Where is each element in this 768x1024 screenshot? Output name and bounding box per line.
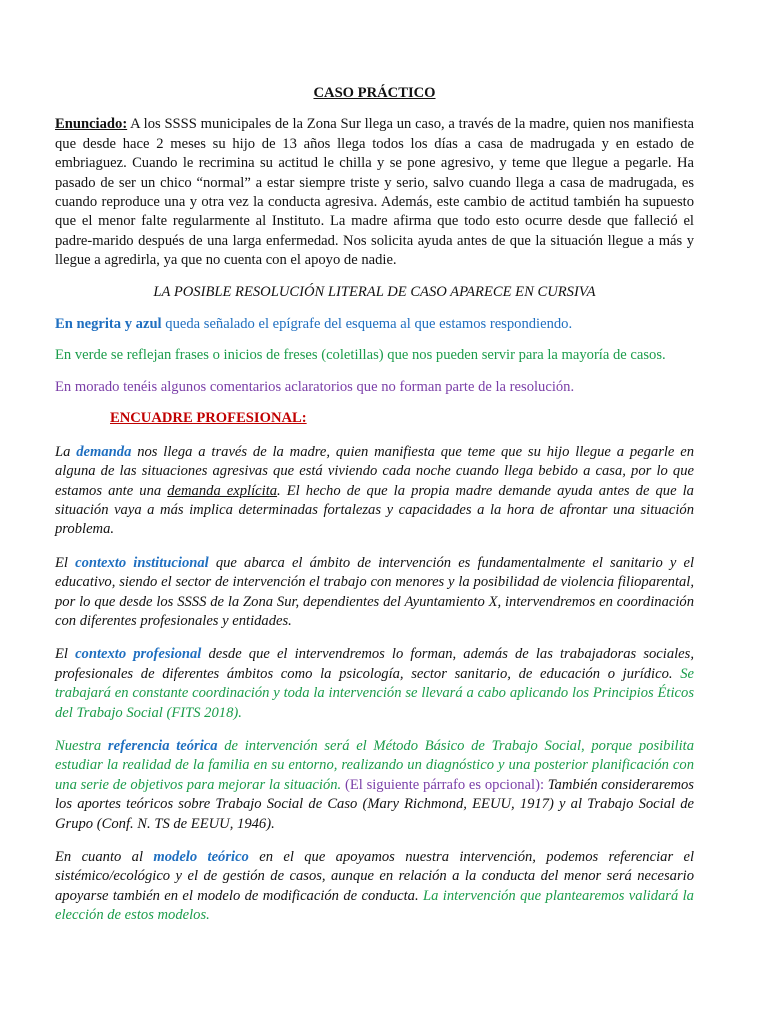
enunciado-text: A los SSSS municipales de la Zona Sur llega un caso, a través de la madre, quien nos manifiesta que desde hace 2 meses su hijo de 13 años llega todos los días a casa de madrugada y en estado de embriaguez. Cuando le recrimina su actitud le chilla y se pone agresivo, y teme que llegue a pegarle. Ha pasado de ser un chico “normal” a estar siempre triste y serio, salvo cuando llega a casa de madrugada, es cuando reproduce una y otra vez la conducta agresiva. Además, este cambio de actitud también ha supuesto que el menor falte regularmente al Instituto. La madre afirma que todo esto ocurre desde que falleció el padre-marido después de una larga enfermedad. Nos solicita ayuda antes de que la situación llegue a más y llegue a agredirla, ya que no cuenta con el apoyo de nadie. [55,116,694,269]
paragraph-contexto-profesional [55,645,694,723]
resolution-subtitle: LA POSIBLE RESOLUCIÓN LITERAL DE CASO APARECE EN CURSIVA [153,283,596,300]
legend-blue [55,315,694,334]
contexto-prof-green: Se trabajará en constante coordinación y toda la intervención se llevará a cabo aplicando los Principios Éticos del Trabajo Social (FITS 2018). [55,665,694,721]
enunciado-paragraph [55,115,694,270]
enunciado-label: Enunciado: [55,116,128,133]
modelo-green: La intervención que plantearemos validará la elección de estos modelos. [55,887,694,924]
legend-green: En verde se reflejan frases o inicios de freses (coletillas) que nos pueden servir para la mayoría de casos. [55,347,666,364]
modelo-term: modelo teórico [153,849,249,865]
modelo-pre: En cuanto al [55,849,154,865]
referencia-term: referencia teórica [107,737,218,754]
paragraph-modelo-teorico [55,848,694,926]
legend-blue-rest: queda señalado el epígrafe del esquema al que estamos respondiendo. [161,316,573,333]
contexto-prof-pre: El [55,646,76,663]
referencia-post: También consideraremos los aportes teóricos sobre Trabajo Social de Caso (Mary Richmond, EEUU, 1917) y al Trabajo Social de Grupo (Conf. N. TS de EEUU, 1946). [55,776,694,832]
demanda-underlined: demanda explícita [167,482,278,499]
contexto-prof-term: contexto profesional [75,646,202,663]
contexto-inst-post: que abarca el ámbito de intervención es fundamentalmente el sanitario y el educativo, siendo el sector de intervención el trabajo con menores y la posibilidad de violencia filioparental, por lo que desde los SSSS de la Zona Sur, dependientes del Ayuntamiento X, intervendremos en coordinación con diferentes profesionales y entidades. [55,554,694,629]
demanda-term: demanda [76,443,132,460]
legend-blue-bold: En negrita y azul [55,316,162,333]
contexto-inst-term: contexto institucional [75,554,209,571]
paragraph-demanda [55,443,694,540]
demanda-post: . El hecho de que la propia madre demande ayuda antes de que la situación vaya a más implica determinadas fortalezas y capacidades a la hora de afrontar una situación problema. [55,482,694,538]
modelo-mid: en el que apoyamos nuestra intervención, podemos referenciar el sistémico/ecológico y el de gestión de casos, aunque en relación a la conducta del menor será necesario apoyarse también en el modelo de modificación de conducta. [55,849,695,904]
paragraph-contexto-institucional [55,554,694,632]
referencia-purple: (El siguiente párrafo es opcional): [341,776,545,793]
legend-purple: En morado tenéis algunos comentarios aclaratorios que no forman parte de la resolución. [55,378,575,395]
paragraph-referencia-teorica [55,737,694,834]
demanda-mid: nos llega a través de la madre, quien manifiesta que teme que su hijo llegue a pegarle en alguna de las situaciones agresivas que está viviendo cada noche cuando llega bebido a casa, por lo que estamos ante una [55,443,694,499]
contexto-prof-mid: desde que el intervendremos lo forman, además de las trabajadoras sociales, profesionales de diferentes ámbitos como la psicología, sector sanitario, de educación o jurídico. [55,646,694,682]
demanda-pre: La [55,443,77,460]
page-title: CASO PRÁCTICO [313,85,436,101]
referencia-pre: Nuestra [55,737,108,754]
referencia-green: de intervención será el Método Básico de Trabajo Social, porque posibilita estudiar la realidad de la familia en su entorno, realizando un diagnóstico y una posterior planificación con una serie de objetivos para mejorar la situación. [55,737,694,793]
section-title: ENCUADRE PROFESIONAL: [110,410,307,427]
contexto-inst-pre: El [55,554,76,571]
